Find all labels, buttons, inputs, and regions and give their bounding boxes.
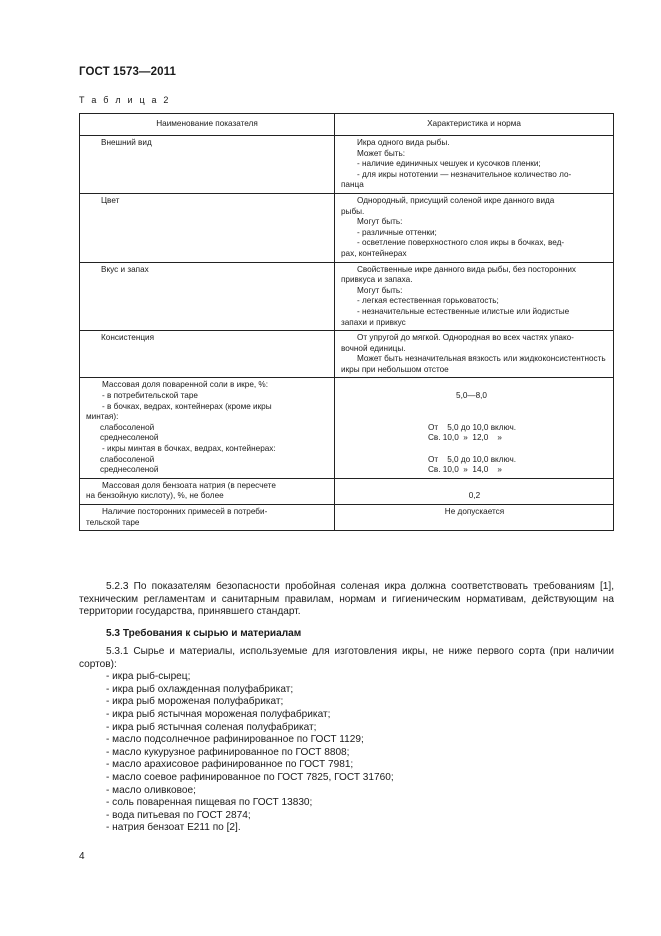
paragraph-5-3-1: 5.3.1 Сырье и материалы, используемые для изготовления икры, не ниже первого сорта (при наличии сортов): (79, 646, 614, 670)
table-row (80, 478, 614, 504)
indicator-name: Вкус и запах (101, 264, 149, 274)
list-item: - икра рыб охлажденная полуфабрикат; (106, 683, 294, 695)
list-item: - икра рыб ястычная соленая полуфабрикат; (106, 721, 317, 733)
norm-line: - различные оттенки; (357, 227, 437, 237)
norm-line: икры при небольшом отстое (341, 364, 449, 374)
norm-line: рах, контейнерах (341, 248, 407, 258)
indicator-cell (80, 136, 335, 194)
document-header: ГОСТ 1573—2011 (79, 66, 176, 78)
norm-cell (335, 378, 614, 478)
norm-line: - незначительные естественные илистые или йодистые (357, 306, 570, 316)
specification-table (79, 113, 614, 531)
norm-line: Может быть незначительная вязкость или жидкоконсистентность (357, 354, 606, 364)
indicator-cell (80, 262, 335, 331)
norm-cell (335, 331, 614, 378)
materials-list (79, 671, 614, 835)
section-body (79, 646, 614, 835)
paragraph-5-2-3: 5.2.3 По показателям безопасности пробойная соленая икра должна соответствовать требованиям [1], техническим регламентам и санитарным правилам, нормам и гигиеническим нормативам, действующим на территории государства, принявшего стандарт. (79, 581, 614, 618)
list-item: - икра рыб мороженая полуфабрикат; (106, 696, 284, 708)
norm-cell (335, 262, 614, 331)
norm-line: Однородный, присущий соленой икре данного вида (357, 195, 555, 205)
column-header-norm: Характеристика и норма (335, 114, 614, 136)
indicator-cell (80, 378, 335, 478)
table-row (80, 331, 614, 378)
norm-value: Св. 10,0 » 14,0 » (428, 465, 502, 475)
indicator-line: среднесоленой (100, 433, 159, 443)
body-text (79, 581, 614, 619)
norm-line: Может быть: (357, 148, 406, 158)
section-block (79, 628, 614, 641)
list-item: - масло кукурузное рафинированное по ГОСТ 8808; (106, 746, 350, 758)
list-item: - икра рыб ястычная мороженая полуфабрикат; (106, 708, 331, 720)
indicator-line: минтая): (86, 412, 119, 422)
norm-line: Могут быть: (357, 285, 403, 295)
list-item: - вода питьевая по ГОСТ 2874; (106, 809, 251, 821)
list-item: - икра рыб-сырец; (106, 671, 191, 683)
norm-value: 0,2 (468, 491, 481, 501)
norm-line: привкуса и запаха. (341, 275, 413, 285)
indicator-line: - икры минтая в бочках, ведрах, контейнерах: (102, 444, 276, 454)
indicator-name: Внешний вид (101, 138, 152, 147)
table-row (80, 262, 614, 331)
norm-line: рыбы. (341, 206, 365, 216)
norm-cell (335, 193, 614, 262)
indicator-line: на бензойную кислоту), %, не более (86, 491, 224, 501)
list-item: - натрия бензоат Е211 по [2]. (106, 822, 241, 834)
norm-value: Не допускается (444, 507, 505, 516)
table-row (80, 505, 614, 531)
norm-value: От 5,0 до 10,0 включ. (428, 454, 516, 464)
table-row (80, 193, 614, 262)
norm-line: - осветление поверхностного слоя икры в бочках, вед- (357, 238, 565, 248)
norm-cell (335, 136, 614, 194)
norm-line: запахи и привкус (341, 317, 406, 327)
indicator-cell (80, 478, 335, 504)
norm-line: панца (341, 180, 364, 190)
list-item: - масло арахисовое рафинированное по ГОСТ 7981; (106, 759, 354, 771)
norm-line: Икра одного вида рыбы. (357, 138, 450, 147)
norm-cell (335, 478, 614, 504)
norm-line: - легкая естественная горьковатость; (357, 296, 499, 306)
indicator-line: - в бочках, ведрах, контейнерах (кроме икры (102, 401, 272, 411)
norm-line: - наличие единичных чешуек и кусочков пленки; (357, 159, 541, 169)
indicator-name: Цвет (101, 195, 120, 205)
table-row (80, 136, 614, 194)
table-row (80, 378, 614, 478)
indicator-cell (80, 505, 335, 531)
norm-line: вочной единицы. (341, 343, 406, 353)
indicator-line: слабосоленой (100, 454, 155, 464)
list-item: - масло подсолнечное рафинированное по ГОСТ 1129; (106, 734, 364, 746)
indicator-cell (80, 331, 335, 378)
indicator-line: тельской таре (86, 517, 140, 527)
norm-line: От упругой до мягкой. Однородная во всех частях упако- (357, 333, 574, 343)
norm-value: От 5,0 до 10,0 включ. (428, 422, 516, 432)
section-heading-5-3: 5.3 Требования к сырью и материалам (106, 628, 302, 639)
norm-value: Св. 10,0 » 12,0 » (428, 433, 502, 443)
list-item: - масло соевое рафинированное по ГОСТ 7825, ГОСТ 31760; (106, 771, 394, 783)
norm-line: Свойственные икре данного вида рыбы, без посторонних (357, 264, 577, 274)
indicator-name: Наличие посторонних примесей в потреби- (102, 507, 268, 516)
indicator-name: Массовая доля бензоата натрия (в пересчете (102, 480, 276, 490)
indicator-cell (80, 193, 335, 262)
norm-value: 5,0—8,0 (456, 391, 487, 401)
indicator-name: Консистенция (101, 333, 155, 343)
indicator-line: среднесоленой (100, 465, 159, 475)
column-header-indicator: Наименование показателя (80, 114, 335, 136)
table-caption: Т а б л и ц а 2 (79, 95, 171, 105)
page-number: 4 (79, 851, 85, 862)
list-item: - масло оливковое; (106, 784, 196, 796)
indicator-name: Массовая доля поваренной соли в икре, %: (102, 380, 268, 390)
norm-cell (335, 505, 614, 531)
table-header-row (80, 114, 614, 136)
indicator-line: - в потребительской таре (102, 391, 198, 401)
norm-line: - для икры нототении — незначительное количество ло- (357, 169, 572, 179)
norm-line: Могут быть: (357, 217, 403, 227)
list-item: - соль поваренная пищевая по ГОСТ 13830; (106, 797, 313, 809)
indicator-line: слабосоленой (100, 422, 155, 432)
